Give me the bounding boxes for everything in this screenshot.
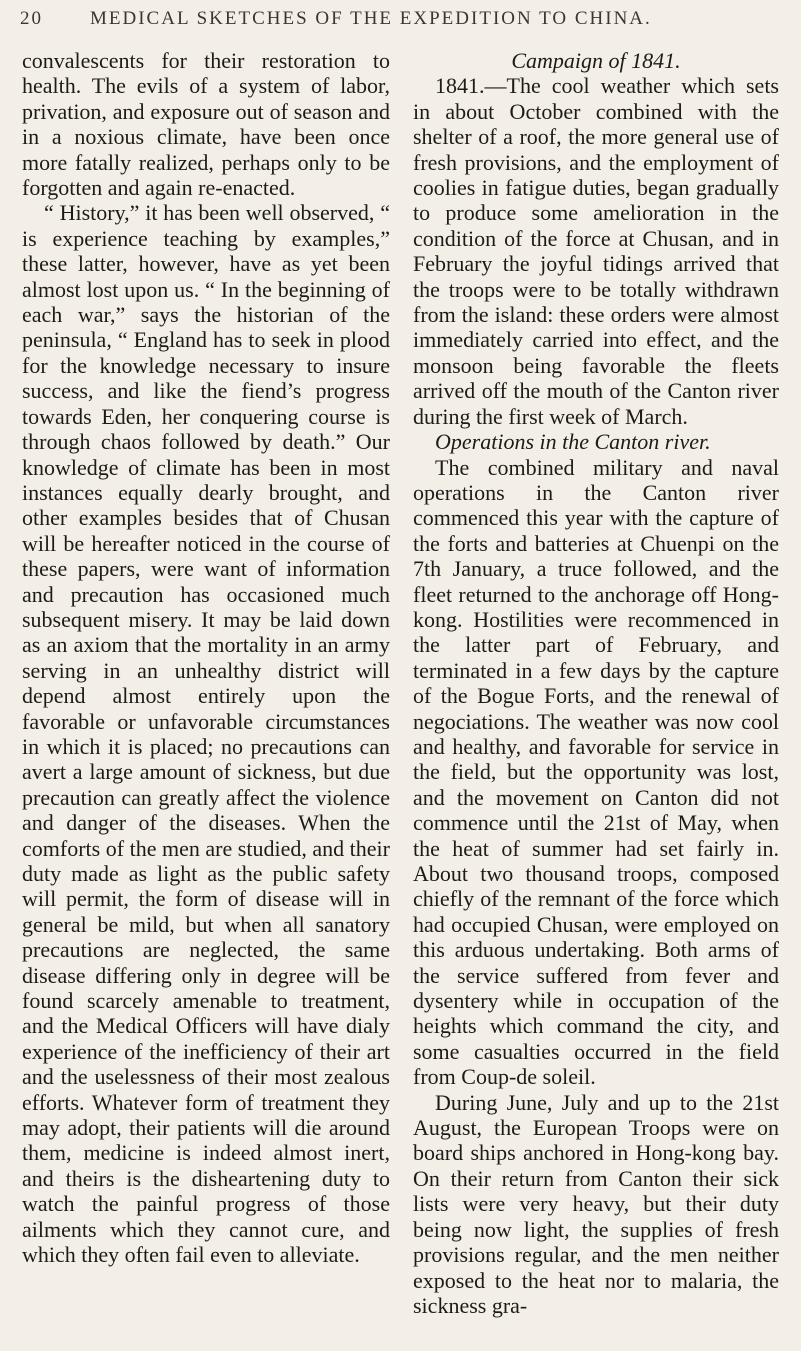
page-number: 20	[20, 8, 43, 29]
paragraph: convalescents for their restoration to health. The evils of a system of labor, privation, and exposure out of season and in a noxious climate, have been once more fatally realized, perhaps only to be forgotten and again re-enacted.	[22, 48, 390, 201]
paragraph: 1841.—The cool weather which sets in about October combined with the shelter of a roof, the more general use of fresh provisions, and the employment of coolies in fatigue duties, began gradually to produce some amelioration in the condition of the force at Chusan, and in February the joyful tidings arrived that the troops were to be totally withdrawn from the island: these orders were almost immediately carried into effect, and the monsoon being favorable the fleets arrived off the mouth of the Canton river during the first week of March.	[413, 73, 779, 429]
section-heading-canton-river: Operations in the Canton river.	[435, 429, 711, 455]
paragraph: The combined military and naval operations in the Canton river commenced this year with the capture of the forts and batteries at Chuenpi on the 7th January, a truce followed, and the fleet returned to the anchorage off Hong-kong. Hostilities were recommenced in the latter part of February, and terminated in a few days by the capture of the Bogue Forts, and the renewal of negociations. The weather was now cool and healthy, and favorable for service in the field, but the opportunity was lost, and the movement on Canton did not commence until the 21st of May, when the heat of summer had set fairly in. About two thousand troops, composed chiefly of the remnant of the force which had occupied Chusan, were employed on this arduous undertaking. Both arms of the service suffered from fever and dysentery while in occupation of the heights which command the city, and some casualties occurred in the field from Coup-de soleil.	[413, 454, 779, 1090]
right-column	[413, 48, 779, 1338]
section-heading-campaign-1841: Campaign of 1841.	[511, 48, 681, 73]
running-title: MEDICAL SKETCHES OF THE EXPEDITION TO CHINA.	[90, 8, 652, 29]
running-header	[20, 8, 780, 38]
left-column	[22, 48, 390, 1338]
paragraph: “ History,” it has been well observed, “ is experience teaching by examples,” these latter, however, have as yet been almost lost upon us. “ In the beginning of each war,” says the historian of the peninsula, “ England has to seek in plood for the knowledge necessary to insure success, and like the fiend’s progress towards Eden, her conquering course is through chaos followed by death.” Our knowledge of climate has been in most instances equally dearly brought, and other examples besides that of Chusan will be hereafter noticed in the course of these papers, were want of information and precaution has occasioned much subsequent misery. It may be laid down as an axiom that the mortality in an army serving in an unhealthy district will depend almost entirely upon the favorable or unfavorable circumstances in which it is placed; no precautions can avert a large amount of sickness, but due precaution can greatly affect the violence and danger of the diseases. When the comforts of the men are studied, and their duty made as light as the public safety will permit, the form of disease will in general be mild, but when all sanatory precautions are neglected, the same disease differing only in degree will be found scarcely amenable to treatment, and the Medical Officers will have dialy experience of the inefficiency of their art and the uselessness of their most zealous efforts. Whatever form of treatment they may adopt, their patients will die around them, medicine is indeed almost inert, and theirs is the disheartening duty to watch the painful progress of those ailments which they cannot cure, and which they often fail even to alleviate.	[22, 200, 390, 1268]
paragraph: During June, July and up to the 21st August, the European Troops were on board ships anchored in Hong-kong bay. On their return from Canton their sick lists were very heavy, but their duty being now light, the supplies of fresh provisions regular, and the men neither exposed to the heat nor to malaria, the sickness gra-	[413, 1089, 779, 1318]
